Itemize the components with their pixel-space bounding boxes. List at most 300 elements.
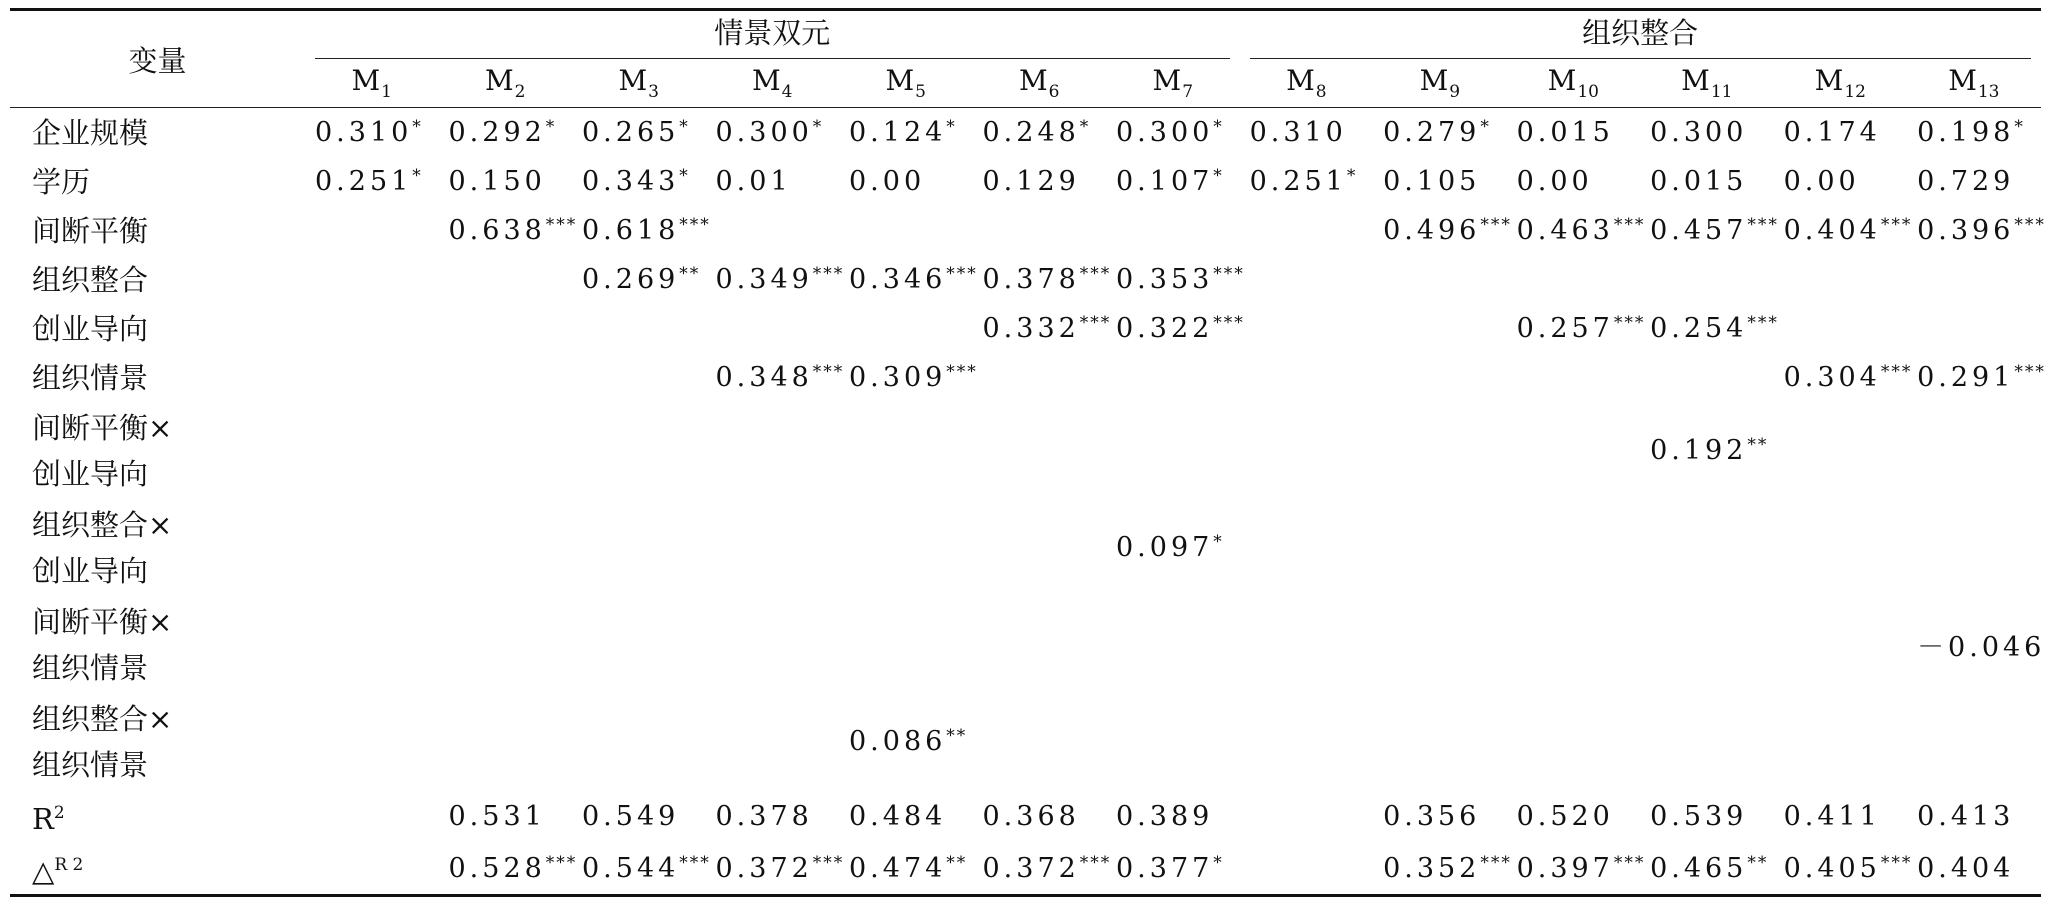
significance-stars: *** xyxy=(1079,852,1112,873)
coefficient-value: 0.349 xyxy=(715,264,813,295)
table-cell xyxy=(305,693,439,790)
significance-stars: ** xyxy=(1747,852,1769,873)
table-cell xyxy=(1640,402,1774,499)
coefficient-value: 0.269 xyxy=(582,264,680,295)
model-header-6 xyxy=(973,59,1107,108)
table-cell xyxy=(839,255,978,304)
table-cell xyxy=(1240,790,1374,842)
significance-stars: *** xyxy=(1880,215,1913,235)
table-cell xyxy=(1106,108,1240,158)
model-header-label: M xyxy=(351,64,381,97)
coefficient-value: 0.520 xyxy=(1516,800,1614,832)
table-cell xyxy=(973,108,1107,158)
model-header-label: M xyxy=(618,64,648,97)
table-cell xyxy=(439,108,573,158)
table-row xyxy=(10,842,2041,896)
table-cell xyxy=(1106,255,1245,304)
model-header-subscript: 11 xyxy=(1710,82,1733,102)
table-cell xyxy=(706,693,840,790)
table-body xyxy=(10,108,2046,896)
significance-stars: ** xyxy=(946,852,968,873)
table-cell xyxy=(1240,108,1374,158)
significance-stars: *** xyxy=(1079,313,1112,333)
table-cell xyxy=(973,790,1107,842)
significance-stars: *** xyxy=(1747,313,1779,333)
regression-table xyxy=(10,8,2046,897)
coefficient-value: 0.368 xyxy=(982,800,1080,832)
model-header-label: M xyxy=(485,64,514,97)
significance-stars: *** xyxy=(812,362,845,382)
coefficient-value: 0.086 xyxy=(849,726,947,757)
table-cell xyxy=(839,304,973,353)
row-variable-label xyxy=(10,157,305,206)
table-cell xyxy=(439,499,573,596)
significance-stars: * xyxy=(679,117,690,137)
table-cell xyxy=(1106,304,1245,353)
table-cell xyxy=(1774,304,1908,353)
significance-stars: *** xyxy=(946,264,978,284)
table-cell xyxy=(706,402,840,499)
group-header-1 xyxy=(305,10,1240,60)
coefficient-value: 0.251 xyxy=(1249,166,1347,197)
significance-stars: * xyxy=(946,117,957,137)
coefficient-value: 0.544 xyxy=(582,852,680,884)
group-header-2 xyxy=(1240,10,2041,60)
table-cell xyxy=(973,402,1107,499)
model-header-label: M xyxy=(1547,64,1577,97)
table-cell xyxy=(439,790,573,842)
table-cell xyxy=(1240,596,1374,693)
table-cell xyxy=(572,790,706,842)
significance-stars: *** xyxy=(946,362,978,382)
significance-stars: * xyxy=(2014,117,2025,137)
row-variable-label-line: 间断平衡× xyxy=(32,410,173,445)
table-cell xyxy=(572,108,706,158)
table-cell xyxy=(1373,693,1507,790)
group-header-1-label: 情景双元 xyxy=(315,11,1230,59)
table-row xyxy=(10,402,2041,499)
table-cell xyxy=(1373,402,1507,499)
coefficient-value: 0.396 xyxy=(1917,215,2015,246)
table-cell xyxy=(439,693,573,790)
table-cell xyxy=(1907,499,2041,596)
model-header-label: M xyxy=(1948,64,1977,97)
coefficient-value: 0.251 xyxy=(315,166,413,197)
table-cell xyxy=(839,499,973,596)
coefficient-value: 0.00 xyxy=(1783,166,1860,197)
table-cell xyxy=(439,157,573,206)
header-row-models xyxy=(10,59,2041,108)
coefficient-value: 0.404 xyxy=(1783,215,1881,246)
coefficient-value: 0.496 xyxy=(1383,215,1481,246)
coefficient-value: 0.174 xyxy=(1783,117,1881,148)
table-cell xyxy=(1907,108,2041,158)
coefficient-value: 0.015 xyxy=(1650,166,1748,197)
model-header-subscript: 6 xyxy=(1048,82,1060,102)
table-cell xyxy=(1507,304,1646,353)
table-cell xyxy=(1373,499,1507,596)
table-cell xyxy=(305,304,439,353)
coefficient-value: 0.00 xyxy=(1516,166,1593,197)
table-cell xyxy=(305,790,439,842)
table-row xyxy=(10,693,2041,790)
table-cell xyxy=(305,353,439,402)
table-cell xyxy=(572,402,706,499)
coefficient-value: 0.405 xyxy=(1783,852,1881,884)
table-cell xyxy=(706,108,840,158)
coefficient-value: 0.457 xyxy=(1650,215,1748,246)
significance-stars: * xyxy=(1346,166,1358,186)
model-header-subscript: 5 xyxy=(915,82,926,102)
coefficient-value: 0.389 xyxy=(1116,800,1214,832)
table-cell xyxy=(439,596,573,693)
table-cell xyxy=(1507,206,1646,255)
significance-stars: *** xyxy=(679,852,711,873)
table-cell xyxy=(706,499,840,596)
coefficient-value: 0.292 xyxy=(448,117,546,148)
model-header-label: M xyxy=(885,64,915,97)
table-cell xyxy=(1640,790,1774,842)
table-cell xyxy=(706,255,845,304)
significance-stars: * xyxy=(1480,117,1491,137)
group-header-2-label: 组织整合 xyxy=(1250,11,2031,59)
table-cell xyxy=(305,157,439,206)
significance-stars: *** xyxy=(1213,264,1245,284)
table-row xyxy=(10,157,2041,206)
significance-stars: *** xyxy=(545,852,578,873)
significance-stars: *** xyxy=(1079,264,1112,284)
row-variable-label xyxy=(10,353,305,402)
table-cell xyxy=(572,353,706,402)
table-cell xyxy=(572,206,711,255)
coefficient-value: 0.377 xyxy=(1116,852,1214,884)
table-cell xyxy=(1507,693,1641,790)
coefficient-value: 0.00 xyxy=(849,166,926,197)
coefficient-value: 0.279 xyxy=(1383,117,1481,148)
table-cell xyxy=(1106,790,1240,842)
model-header-13 xyxy=(1907,59,2041,108)
table-cell xyxy=(572,255,706,304)
table-cell xyxy=(1774,157,1908,206)
significance-stars: * xyxy=(1213,852,1224,873)
table-cell xyxy=(1640,255,1774,304)
coefficient-value: 0.300 xyxy=(1116,117,1214,148)
table-cell xyxy=(305,206,439,255)
coefficient-value: 0.322 xyxy=(1116,313,1214,344)
regression-table-container xyxy=(10,8,2046,897)
coefficient-value: 0.105 xyxy=(1383,166,1481,197)
coefficient-value: 0.474 xyxy=(849,852,947,884)
table-cell xyxy=(706,842,845,896)
coefficient-value: 0.404 xyxy=(1917,852,2015,884)
table-cell xyxy=(1373,353,1507,402)
table-cell xyxy=(839,402,973,499)
table-cell xyxy=(439,842,578,896)
coefficient-value: 0.015 xyxy=(1516,117,1614,148)
table-cell xyxy=(1907,304,2041,353)
table-cell xyxy=(1907,402,2041,499)
coefficient-value: 0.124 xyxy=(849,117,947,148)
table-cell xyxy=(973,157,1107,206)
row-variable-label xyxy=(10,206,305,255)
table-cell xyxy=(1774,206,1913,255)
coefficient-value: 0.198 xyxy=(1917,117,2015,148)
model-header-subscript: 9 xyxy=(1449,82,1461,102)
table-cell xyxy=(1240,206,1374,255)
table-cell xyxy=(1640,842,1774,896)
row-variable-label xyxy=(10,693,305,790)
table-cell xyxy=(1373,157,1507,206)
table-cell xyxy=(1240,255,1374,304)
model-header-subscript: 12 xyxy=(1844,82,1866,102)
row-variable-label-line: 企业规模 xyxy=(32,115,149,150)
table-cell xyxy=(706,304,840,353)
table-cell xyxy=(1507,499,1641,596)
table-cell xyxy=(973,499,1107,596)
model-header-subscript: 1 xyxy=(381,82,392,102)
row-variable-label-line: R xyxy=(32,802,54,836)
coefficient-value: 0.300 xyxy=(715,117,813,148)
table-cell xyxy=(1774,693,1908,790)
coefficient-value: 0.729 xyxy=(1917,166,2015,197)
table-cell xyxy=(1106,206,1240,255)
significance-stars: * xyxy=(1213,117,1224,137)
table-cell xyxy=(305,402,439,499)
table-cell xyxy=(305,499,439,596)
significance-stars: * xyxy=(1213,532,1224,552)
header-row-groups xyxy=(10,10,2041,60)
table-cell xyxy=(1774,255,1908,304)
coefficient-value: 0.352 xyxy=(1383,852,1481,884)
row-variable-label xyxy=(10,304,305,353)
table-cell xyxy=(1907,790,2041,842)
table-cell xyxy=(1640,108,1774,158)
model-header-subscript: 7 xyxy=(1182,82,1194,102)
row-variable-label xyxy=(10,402,305,499)
coefficient-value: 0.332 xyxy=(982,313,1080,344)
significance-stars: *** xyxy=(1880,362,1913,382)
model-header-subscript: 3 xyxy=(648,82,659,102)
table-cell xyxy=(1106,596,1240,693)
significance-stars: *** xyxy=(1213,313,1245,333)
row-variable-label-line: 组织整合× xyxy=(32,701,173,736)
table-cell xyxy=(1774,596,1908,693)
row-variable-superscript: R 2 xyxy=(54,855,84,875)
table-row xyxy=(10,255,2041,304)
table-cell xyxy=(839,790,973,842)
coefficient-value: －0.046 xyxy=(1917,632,2046,663)
table-cell xyxy=(1373,790,1507,842)
significance-stars: *** xyxy=(812,852,845,873)
coefficient-value: 0.300 xyxy=(1650,117,1748,148)
table-cell xyxy=(1640,353,1774,402)
table-cell xyxy=(1507,157,1641,206)
coefficient-value: 0.304 xyxy=(1783,362,1881,393)
row-variable-label-line: 组织整合 xyxy=(32,262,149,297)
coefficient-value: 0.531 xyxy=(448,800,546,832)
table-cell xyxy=(305,255,439,304)
table-cell xyxy=(572,499,706,596)
model-header-subscript: 2 xyxy=(514,82,526,102)
row-variable-label-line: 组织情景 xyxy=(32,747,149,782)
table-cell xyxy=(572,693,706,790)
table-cell xyxy=(973,693,1107,790)
table-cell xyxy=(1640,499,1774,596)
table-cell xyxy=(1907,353,2046,402)
table-cell xyxy=(706,353,845,402)
coefficient-value: 0.129 xyxy=(982,166,1080,197)
table-cell xyxy=(305,842,439,896)
table-cell xyxy=(1907,842,2041,896)
coefficient-value: 0.257 xyxy=(1516,313,1614,344)
table-cell xyxy=(1373,842,1512,896)
table-row xyxy=(10,790,2041,842)
table-cell xyxy=(1907,255,2041,304)
table-cell xyxy=(1907,596,2046,693)
significance-stars: *** xyxy=(1747,215,1779,235)
table-cell xyxy=(439,353,573,402)
coefficient-value: 0.528 xyxy=(448,852,546,884)
significance-stars: *** xyxy=(1613,215,1646,235)
table-cell xyxy=(439,402,573,499)
table-cell xyxy=(973,255,1112,304)
table-cell xyxy=(973,842,1112,896)
significance-stars: * xyxy=(1079,117,1091,137)
model-header-subscript: 4 xyxy=(781,82,793,102)
table-cell xyxy=(1373,108,1507,158)
significance-stars: * xyxy=(1213,166,1224,186)
coefficient-value: 0.353 xyxy=(1116,264,1214,295)
coefficient-value: 0.254 xyxy=(1650,313,1748,344)
table-row xyxy=(10,499,2041,596)
table-cell xyxy=(839,353,978,402)
row-variable-label-wrap xyxy=(32,842,305,894)
coefficient-value: 0.310 xyxy=(1249,117,1347,148)
table-cell xyxy=(1373,596,1507,693)
table-cell xyxy=(1240,157,1374,206)
model-header-8 xyxy=(1240,59,1374,108)
row-variable-label-line: 学历 xyxy=(32,164,91,199)
table-row xyxy=(10,206,2041,255)
model-header-9 xyxy=(1373,59,1507,108)
table-cell xyxy=(572,842,711,896)
table-cell xyxy=(1907,206,2046,255)
table-cell xyxy=(1640,693,1774,790)
model-header-12 xyxy=(1774,59,1908,108)
table-cell xyxy=(439,206,578,255)
model-header-label: M xyxy=(1681,64,1710,97)
coefficient-value: 0.378 xyxy=(715,800,813,832)
significance-stars: *** xyxy=(1480,215,1512,235)
coefficient-value: 0.372 xyxy=(715,852,813,884)
coefficient-value: 0.397 xyxy=(1516,852,1614,884)
significance-stars: ** xyxy=(1747,435,1769,455)
model-header-label: M xyxy=(1019,64,1048,97)
coefficient-value: 0.484 xyxy=(849,800,947,832)
significance-stars: *** xyxy=(545,215,578,235)
coefficient-value: 0.097 xyxy=(1116,532,1214,563)
table-cell xyxy=(1106,353,1240,402)
coefficient-value: 0.411 xyxy=(1783,800,1881,832)
row-variable-label-line: 组织情景 xyxy=(32,360,149,395)
table-cell xyxy=(1240,304,1374,353)
coefficient-value: 0.372 xyxy=(982,852,1080,884)
table-cell xyxy=(839,596,973,693)
significance-stars: * xyxy=(812,117,824,137)
coefficient-value: 0.309 xyxy=(849,362,947,393)
coefficient-value: 0.378 xyxy=(982,264,1080,295)
variable-column-header: 变量 xyxy=(128,43,187,78)
model-header-2 xyxy=(439,59,573,108)
table-cell xyxy=(973,353,1107,402)
table-cell xyxy=(1507,596,1641,693)
table-cell xyxy=(839,157,973,206)
table-cell xyxy=(1640,304,1779,353)
row-variable-label xyxy=(10,842,305,896)
coefficient-value: 0.346 xyxy=(849,264,947,295)
model-header-label: M xyxy=(1286,64,1315,97)
row-variable-label-line: 组织整合× xyxy=(32,507,173,542)
table-cell xyxy=(439,304,573,353)
table-cell xyxy=(1240,693,1374,790)
coefficient-value: 0.291 xyxy=(1917,362,2015,393)
table-cell xyxy=(305,596,439,693)
coefficient-value: 0.356 xyxy=(1383,800,1481,832)
table-cell xyxy=(1640,596,1774,693)
coefficient-value: 0.539 xyxy=(1650,800,1748,832)
table-cell xyxy=(839,108,973,158)
table-cell xyxy=(1507,790,1641,842)
row-variable-label-wrap xyxy=(32,790,305,842)
model-header-4 xyxy=(706,59,840,108)
table-cell xyxy=(1240,402,1374,499)
table-cell xyxy=(1106,157,1240,206)
table-cell xyxy=(1106,499,1240,596)
row-variable-label-line: 组织情景 xyxy=(32,650,149,685)
significance-stars: *** xyxy=(2014,362,2046,382)
significance-stars: * xyxy=(412,166,423,186)
row-variable-label xyxy=(10,108,305,158)
table-cell xyxy=(706,790,840,842)
table-cell xyxy=(839,206,973,255)
row-variable-superscript: 2 xyxy=(53,803,65,823)
significance-stars: * xyxy=(545,117,557,137)
table-cell xyxy=(1240,842,1374,896)
coefficient-value: 0.150 xyxy=(448,166,546,197)
table-cell xyxy=(1106,693,1240,790)
coefficient-value: 0.549 xyxy=(582,800,680,832)
model-header-11 xyxy=(1640,59,1774,108)
table-cell xyxy=(439,255,573,304)
significance-stars: *** xyxy=(1613,313,1646,333)
model-header-label: M xyxy=(1814,64,1844,97)
coefficient-value: 0.638 xyxy=(448,215,546,246)
table-cell xyxy=(839,693,973,790)
row-variable-label xyxy=(10,255,305,304)
table-cell xyxy=(1106,402,1240,499)
table-cell xyxy=(973,596,1107,693)
coefficient-value: 0.465 xyxy=(1650,852,1748,884)
coefficient-value: 0.265 xyxy=(582,117,680,148)
coefficient-value: 0.343 xyxy=(582,166,680,197)
table-cell xyxy=(973,304,1112,353)
table-cell xyxy=(1507,108,1641,158)
model-header-subscript: 8 xyxy=(1315,82,1327,102)
row-variable-label xyxy=(10,790,305,842)
table-cell xyxy=(1507,402,1641,499)
table-row xyxy=(10,596,2041,693)
table-cell xyxy=(1373,255,1507,304)
